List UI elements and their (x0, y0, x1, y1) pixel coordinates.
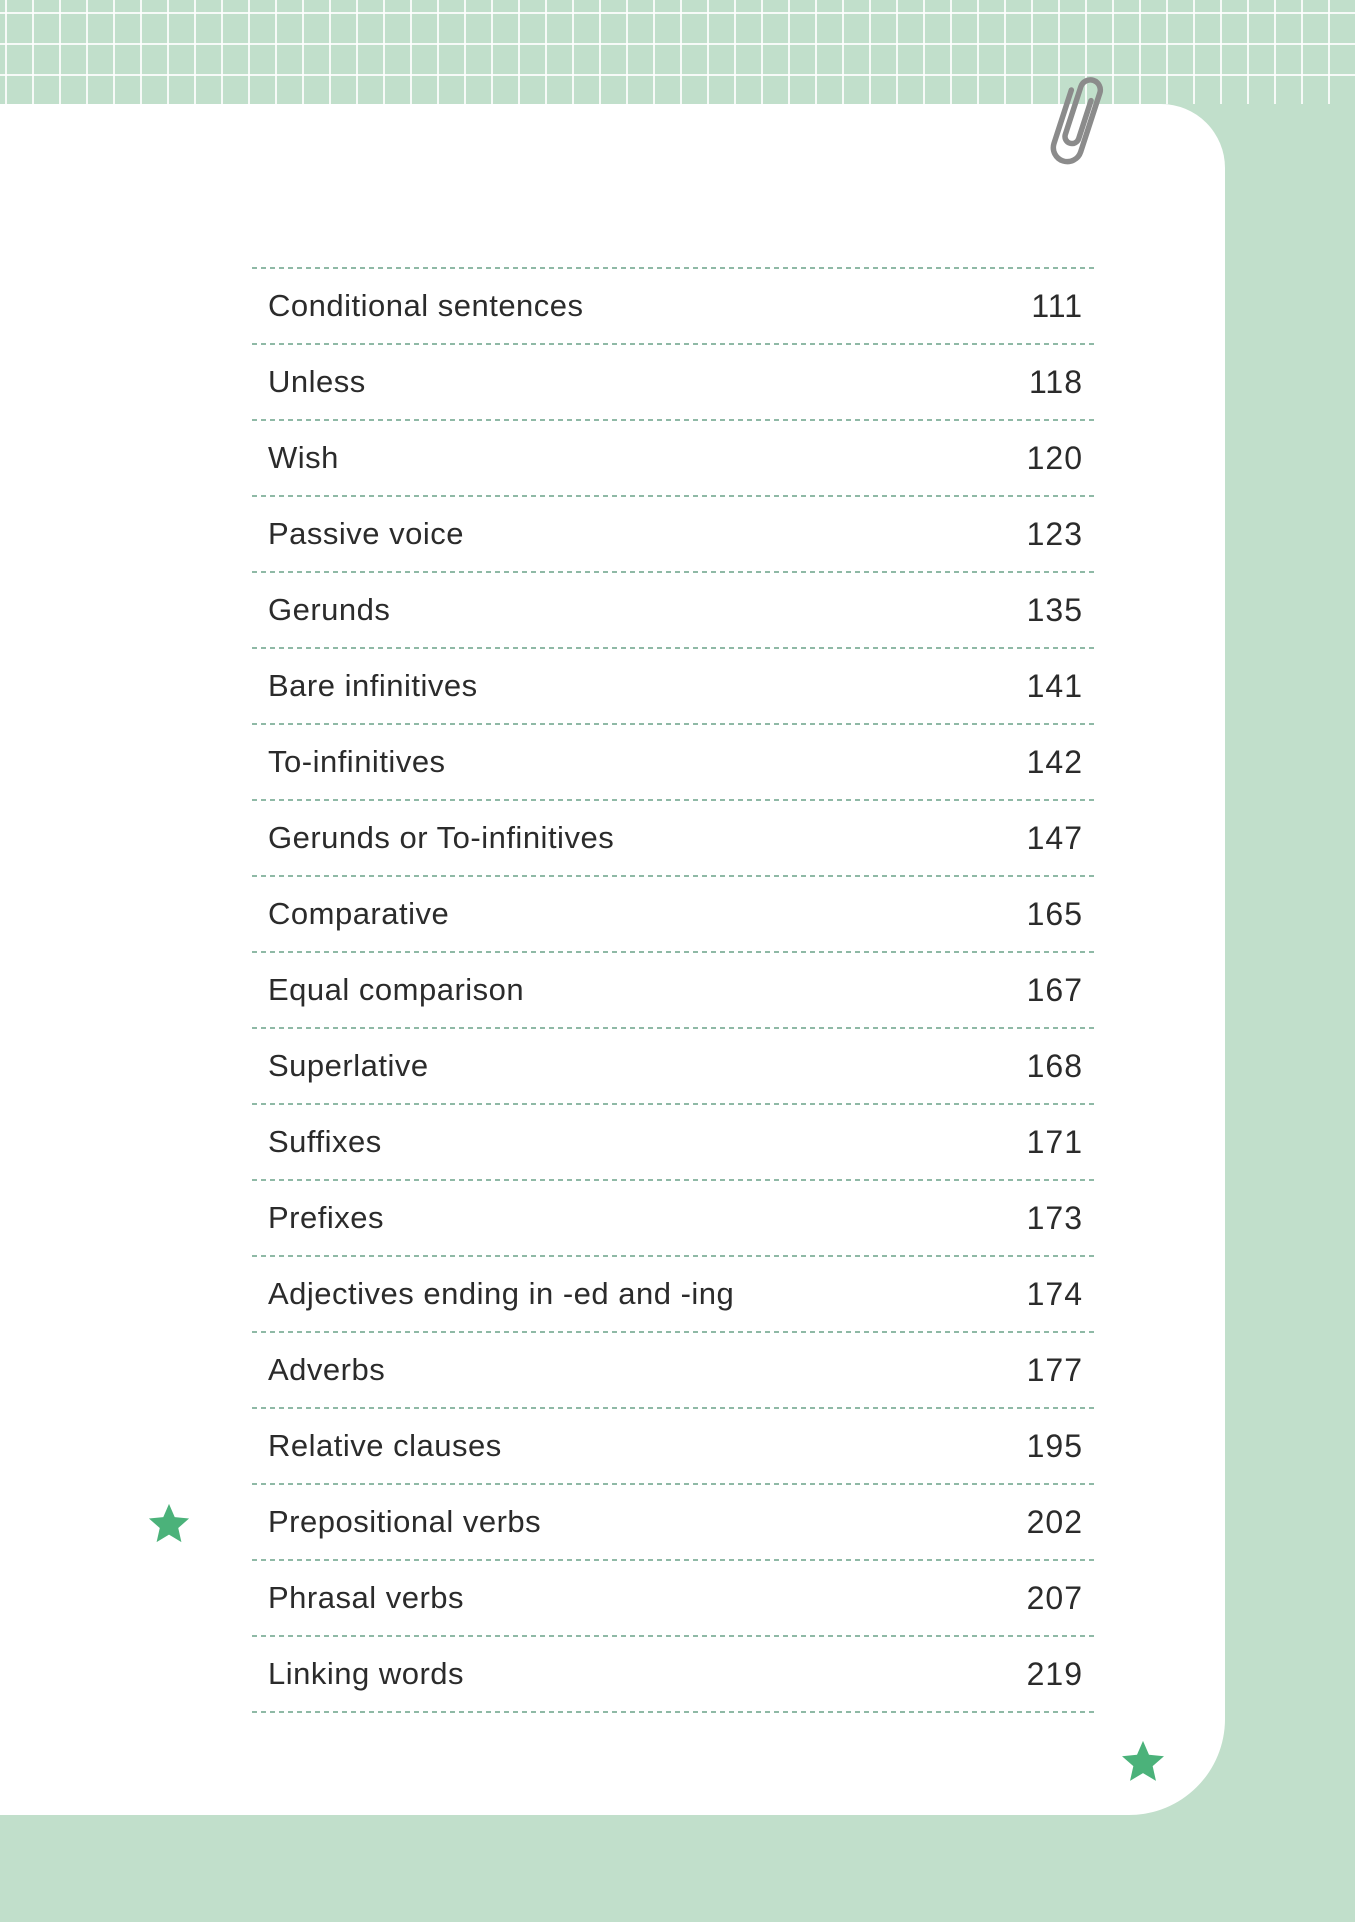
toc-row (252, 1637, 1095, 1711)
toc-entry-page: 135 (1026, 591, 1083, 628)
toc-entry-label: Wish (268, 440, 339, 475)
star-shape (149, 1504, 189, 1542)
toc-entry-page: 142 (1026, 743, 1083, 780)
toc-entry-label: Gerunds (268, 592, 391, 627)
toc-entry-page: 202 (1026, 1503, 1083, 1540)
toc-row (252, 1561, 1095, 1635)
toc-entry-label: Adjectives ending in -ed and -ing (268, 1276, 735, 1311)
dashed-divider (252, 1711, 1095, 1713)
toc-entry-label: Comparative (268, 896, 450, 931)
toc-entry-page: 174 (1026, 1275, 1083, 1312)
toc-entry-page: 118 (1028, 363, 1083, 400)
toc-row (252, 877, 1095, 951)
toc-row (252, 725, 1095, 799)
toc-entry-page: 207 (1026, 1579, 1083, 1616)
toc-entry-page: 195 (1026, 1427, 1083, 1464)
toc-row (252, 269, 1095, 343)
toc-row (252, 1257, 1095, 1331)
toc-list (252, 267, 1095, 1713)
toc-entry-page: 177 (1026, 1351, 1083, 1388)
toc-entry-label: To-infinitives (268, 744, 446, 779)
toc-entry-page: 141 (1026, 667, 1083, 704)
toc-row (252, 649, 1095, 723)
toc-row (252, 1181, 1095, 1255)
toc-row (252, 497, 1095, 571)
toc-row (252, 801, 1095, 875)
toc-entry-label: Conditional sentences (268, 288, 584, 323)
toc-entry-label: Linking words (268, 1656, 465, 1691)
star-icon-left (147, 1503, 191, 1547)
toc-entry-label: Passive voice (268, 516, 465, 551)
toc-entry-label: Superlative (268, 1048, 429, 1083)
paperclip-wire (1050, 75, 1103, 165)
toc-entry-page: 219 (1026, 1655, 1083, 1692)
star-icon-bottom-right (1120, 1740, 1166, 1786)
toc-row (252, 1333, 1095, 1407)
toc-entry-label: Unless (268, 364, 366, 399)
toc-entry-page: 173 (1026, 1199, 1083, 1236)
toc-entry-page: 168 (1026, 1047, 1083, 1084)
toc-row (252, 1409, 1095, 1483)
toc-row (252, 1029, 1095, 1103)
toc-row (252, 345, 1095, 419)
toc-entry-label: Prepositional verbs (268, 1504, 542, 1539)
toc-entry-page: 171 (1026, 1123, 1083, 1160)
toc-entry-label: Prefixes (268, 1200, 384, 1235)
toc-entry-page: 165 (1026, 895, 1083, 932)
toc-row (252, 573, 1095, 647)
toc-entry-label: Adverbs (268, 1352, 386, 1387)
toc-row (252, 953, 1095, 1027)
toc-entry-page: 111 (1031, 287, 1083, 324)
toc-entry-label: Relative clauses (268, 1428, 502, 1463)
toc-entry-label: Phrasal verbs (268, 1580, 465, 1615)
toc-entry-page: 167 (1026, 971, 1083, 1008)
grid-pattern-band (0, 0, 1355, 104)
toc-entry-page: 123 (1026, 515, 1083, 552)
toc-entry-page: 147 (1026, 819, 1083, 856)
toc-row (252, 421, 1095, 495)
toc-entry-label: Equal comparison (268, 972, 525, 1007)
star-shape (1122, 1741, 1164, 1781)
toc-entry-label: Suffixes (268, 1124, 382, 1159)
toc-entry-label: Gerunds or To-infinitives (268, 820, 615, 855)
toc-row (252, 1105, 1095, 1179)
toc-entry-page: 120 (1026, 439, 1083, 476)
toc-row (252, 1485, 1095, 1559)
toc-entry-label: Bare infinitives (268, 668, 478, 703)
